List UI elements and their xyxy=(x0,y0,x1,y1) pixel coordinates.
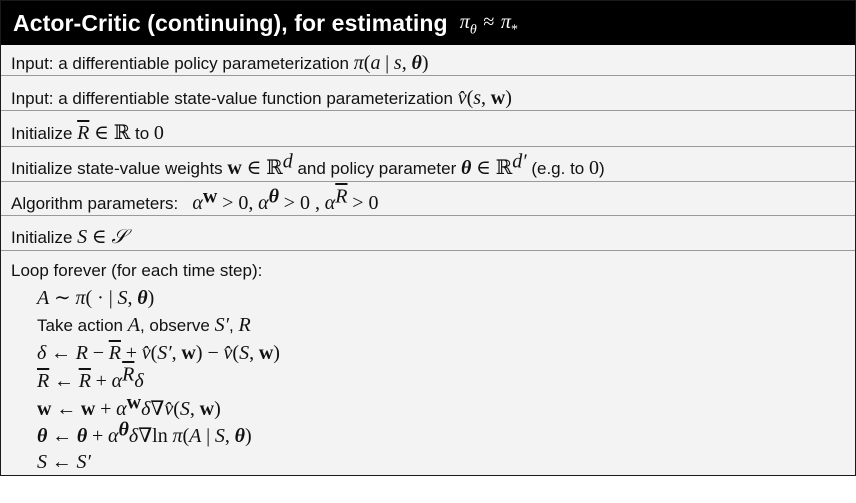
loop-step-policy-update: θ ← $\theta + \alpha^\theta\delta\nabla\ln$ π(A | S, θ) xyxy=(37,418,252,447)
algorithm-parameters-line: Algorithm parameters: $\alpha^w > 0$, $\alpha^\theta > 0$ , $\alpha^{\overline{R}} > 0$ xyxy=(11,185,379,214)
loop-step-sample-action: A ∼ π( · | S, θ) xyxy=(37,287,155,309)
loop-step-take-action: Take action A, observe S′, R xyxy=(37,314,251,336)
loop-header-line: Loop forever (for each time step): xyxy=(11,261,263,280)
init-weights-line: Initialize state-value weights w ∈ ℝ$^d$ and policy parameter θ ∈ ℝ$^{d'}$ (e.g. to 0) xyxy=(11,150,605,179)
input-policy-line: Input: a differentiable policy parameterization π(a | s, θ) xyxy=(11,52,429,74)
algorithm-title-math: $\pi_\theta \approx \pi_*$ xyxy=(459,11,519,38)
loop-step-state-update: S ← S′ xyxy=(37,451,91,473)
row-divider xyxy=(1,250,855,251)
loop-step-td-error: δ ← $R - \overline{R}$ + v̂(S′, w) − v̂(S, w) xyxy=(37,342,280,364)
input-value-line: Input: a differentiable state-value function parameterization v̂(s, w) xyxy=(11,87,512,109)
init-average-reward-line: Initialize $\overline{R}$ ∈ ℝ to 0 xyxy=(11,122,164,144)
algorithm-title-text: Actor-Critic (continuing), for estimating xyxy=(13,9,448,36)
loop-step-weight-update: w ← $w + \alpha^w\delta\nabla v̂(S$, w) xyxy=(37,391,221,420)
algorithm-title xyxy=(1,1,855,45)
loop-step-average-reward-update: $\overline{R}$ ← $\overline{R} + \alpha^{\overline{R}}\delta$ xyxy=(37,363,144,392)
init-state-line: Initialize S ∈ 𝒮 xyxy=(11,226,127,248)
